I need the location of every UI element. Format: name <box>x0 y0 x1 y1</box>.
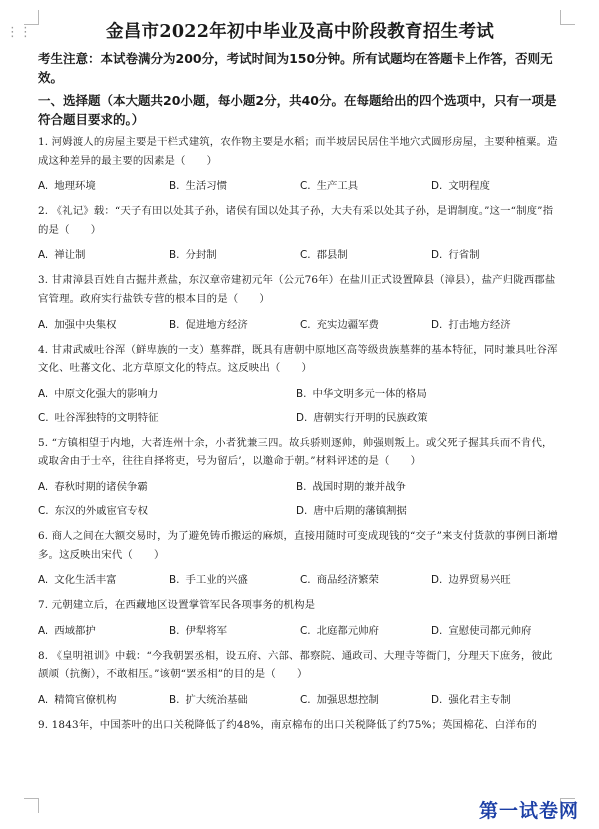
question-stem: 5. “方镇相望于内地，大者连州十余，小者犹兼三四。故兵骄则逐帅，帅强则叛上。或父死子握其兵而不肯代，或取舍由于士卒，往往自择将吏，号为留后’，以邀命于朝。”材料评述的是（ ） <box>38 436 553 468</box>
option-c[interactable]: C. 充实边疆军费 <box>300 318 379 331</box>
exam-title: 金昌市2022年初中毕业及高中阶段教育招生考试 <box>105 22 495 42</box>
option-c[interactable]: C. 加强思想控制 <box>300 693 379 706</box>
options-row <box>38 246 562 264</box>
option-a[interactable]: A. 西域都护 <box>38 624 96 637</box>
option-a[interactable]: A. 中原文化强大的影响力 <box>38 387 159 400</box>
question-stem: 3. 甘肃漳县百姓自古掘井煮盐，东汉章帝建初元年（公元76年）在盐川正式设置障县（漳县），盐产归陇西郡盐官管理。政府实行盐铁专营的根本目的是（ ） <box>38 274 556 305</box>
option-b[interactable]: B. 分封制 <box>169 249 217 262</box>
options-row <box>38 571 562 589</box>
question-stem: 9. 1843年，中国茶叶的出口关税降低了约48%，南京棉布的出口关税降低了约75%；英国棉花、白洋布的 <box>38 718 537 731</box>
option-a[interactable]: A. 精简官僚机构 <box>38 693 117 706</box>
crop-mark-top-left <box>24 10 39 25</box>
question-stem: 8. 《皇明祖训》中载：“今我朝罢丞相，设五府、六部、都察院、通政司、大理寺等衙门，分理天下庶务，彼此颉颃（抗衡），不敢相压。”该朝“罢丞相”的目的是（ ） <box>38 649 553 681</box>
option-b[interactable]: B. 中华文明多元一体的格局 <box>296 387 427 400</box>
option-b[interactable]: B. 战国时期的兼并战争 <box>296 480 406 493</box>
option-d[interactable]: D. 文明程度 <box>431 180 490 193</box>
exam-notice: 考生注意：本试卷满分为200分，考试时间为150分钟。所有试题均在答题卡上作答，否则无效。 <box>38 51 553 85</box>
option-d[interactable]: D. 行省制 <box>431 249 480 262</box>
options-row <box>38 691 562 709</box>
question-stem: 7. 元朝建立后，在西藏地区设置掌管军民各项事务的机构是 <box>38 599 316 612</box>
option-d[interactable]: D. 打击地方经济 <box>431 318 511 331</box>
question-stem: 6. 商人之间在大额交易时，为了避免铸币搬运的麻烦，直接用随时可变成现钱的“交子”来支付货款的事例日渐增多。这反映出宋代（ ） <box>38 529 558 561</box>
options-row <box>38 316 562 334</box>
option-c[interactable]: C. 北庭都元帅府 <box>300 624 379 637</box>
option-d[interactable]: D. 唐朝实行开明的民族政策 <box>296 411 428 424</box>
option-d[interactable]: D. 强化君主专制 <box>431 693 511 706</box>
options-grid <box>38 385 562 427</box>
option-a[interactable]: A. 春秋时期的诸侯争霸 <box>38 480 148 493</box>
options-row <box>38 177 562 195</box>
option-c[interactable]: C. 商品经济繁荣 <box>300 574 379 587</box>
option-d[interactable]: D. 宣慰使司都元帅府 <box>431 624 532 637</box>
option-c[interactable]: C. 东汉的外戚宦官专权 <box>38 504 149 517</box>
options-row <box>38 622 562 640</box>
site-watermark: 第一试卷网 <box>478 800 579 822</box>
drag-handle-icon[interactable]: ⋮⋮ <box>6 25 32 40</box>
section-heading: 一、选择题（本大题共20小题，每小题2分，共40分。在每题给出的四个选项中，只有一项是符合题目要求的。） <box>38 93 557 127</box>
option-a[interactable]: A. 地理环境 <box>38 180 96 193</box>
option-b[interactable]: B. 扩大统治基础 <box>169 693 248 706</box>
option-d[interactable]: D. 唐中后期的藩镇割据 <box>296 504 407 517</box>
option-c[interactable]: C. 郡县制 <box>300 249 348 262</box>
option-c[interactable]: C. 吐谷浑独特的文明特征 <box>38 411 159 424</box>
crop-mark-bottom-left <box>24 798 39 813</box>
option-b[interactable]: B. 手工业的兴盛 <box>169 574 248 587</box>
question-stem: 2. 《礼记》载：“天子有田以处其子孙，诸侯有国以处其子孙，大夫有采以处其子孙，是谓制度。”这一“制度”指的是（ ） <box>38 205 554 236</box>
question-stem: 4. 甘肃武威吐谷浑（鲜卑族的一支）墓葬群，既具有唐朝中原地区高等级贵族墓葬的基本特征，同时兼具吐谷浑文化、吐蕃文化、北方草原文化的特点。这反映出（ ） <box>38 343 558 375</box>
option-b[interactable]: B. 促进地方经济 <box>169 318 248 331</box>
option-d[interactable]: D. 边界贸易兴旺 <box>431 574 511 587</box>
crop-mark-top-right <box>560 10 575 25</box>
option-b[interactable]: B. 生活习惯 <box>169 180 227 193</box>
options-grid <box>38 478 562 520</box>
exam-page <box>38 18 562 742</box>
option-b[interactable]: B. 伊犁将军 <box>169 624 227 637</box>
question-stem: 1. 河姆渡人的房屋主要是干栏式建筑，农作物主要是水稻；而半坡居民居住半地穴式圆形房屋，主要种植粟。造成这种差异的最主要的因素是（ ） <box>38 136 558 167</box>
option-a[interactable]: A. 禅让制 <box>38 249 86 262</box>
option-c[interactable]: C. 生产工具 <box>300 180 359 193</box>
option-a[interactable]: A. 加强中央集权 <box>38 318 117 331</box>
option-a[interactable]: A. 文化生活丰富 <box>38 574 117 587</box>
